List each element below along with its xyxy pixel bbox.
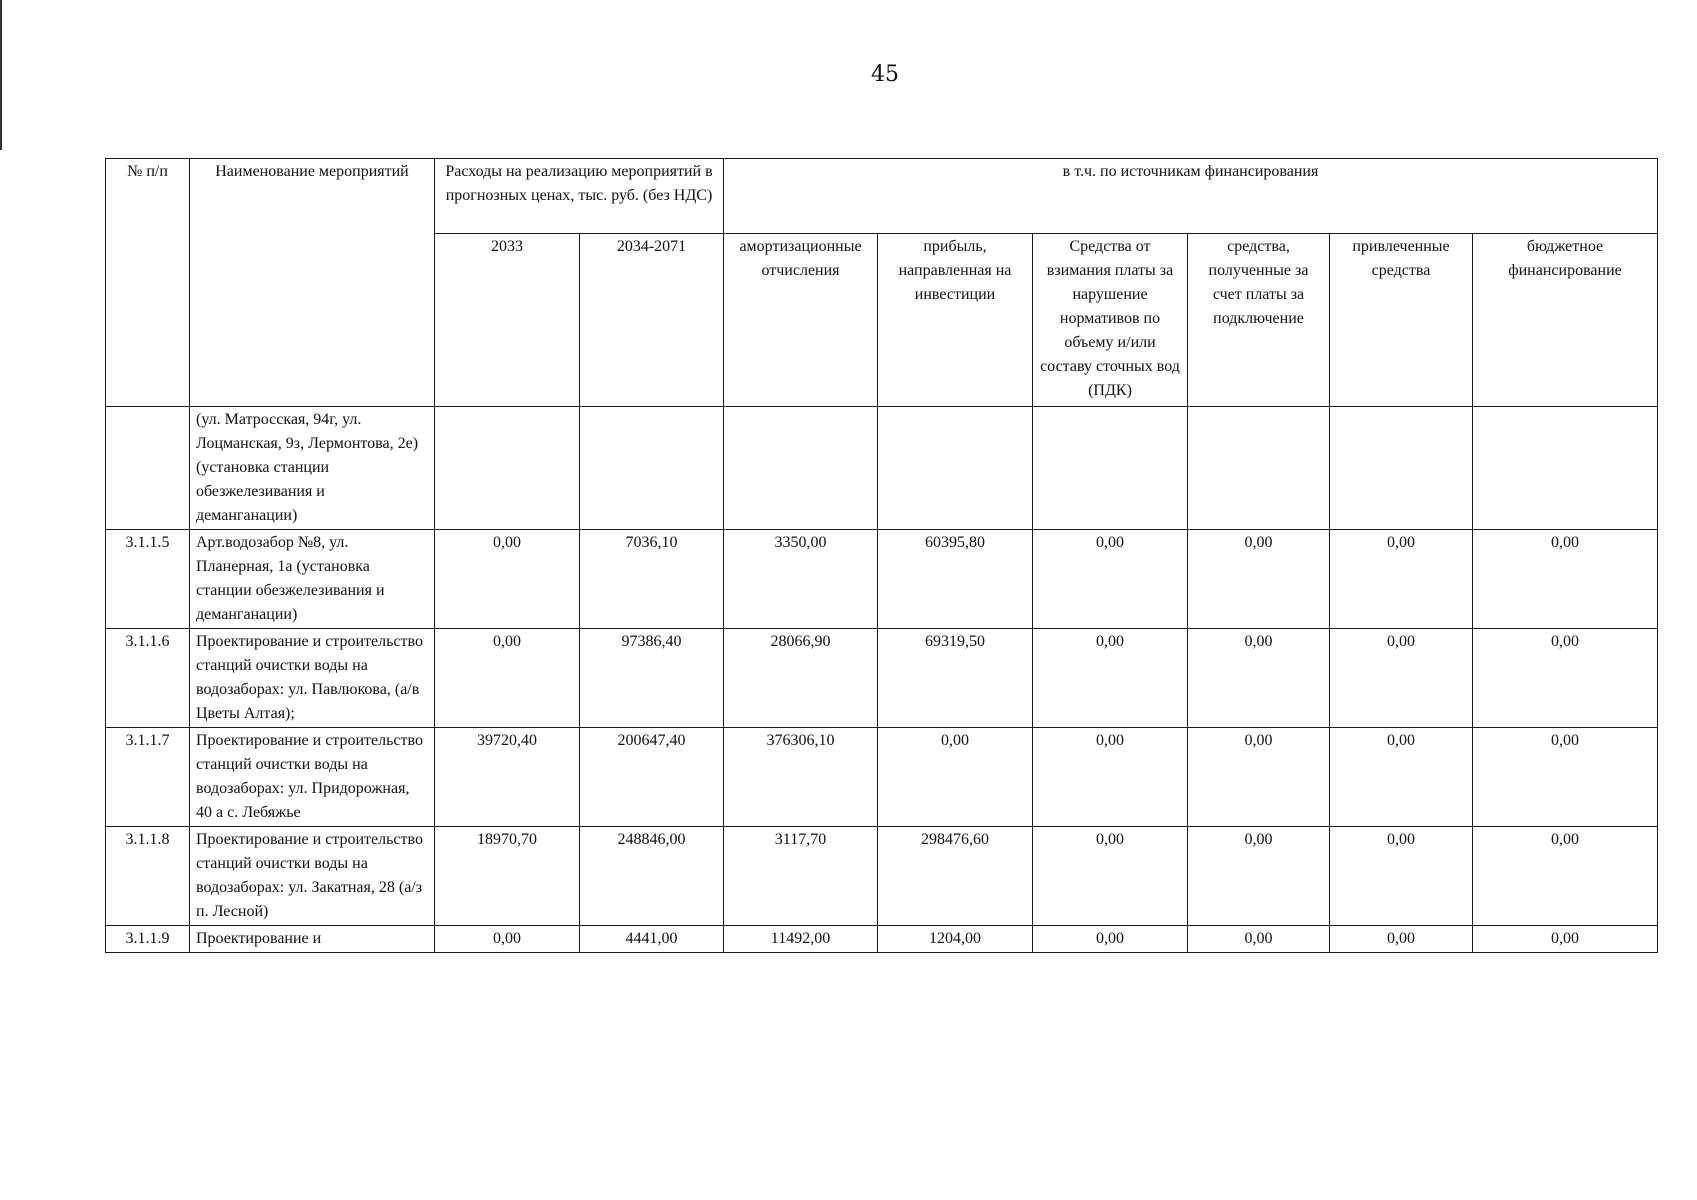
row-num: 3.1.1.9 — [106, 926, 190, 953]
cell-attracted: 0,00 — [1330, 728, 1473, 827]
cell-connection-fees: 0,00 — [1188, 827, 1330, 926]
cell-budget — [1473, 407, 1658, 530]
cell-connection-fees: 0,00 — [1188, 530, 1330, 629]
header-year-2034-2071: 2034-2071 — [580, 234, 724, 407]
row-name: Проектирование и — [190, 926, 435, 953]
cell-2033: 0,00 — [435, 530, 580, 629]
cell-connection-fees: 0,00 — [1188, 629, 1330, 728]
header-amortization: амортизационные отчисления — [724, 234, 878, 407]
cell-2033: 18970,70 — [435, 827, 580, 926]
cell-2033 — [435, 407, 580, 530]
cell-profit: 298476,60 — [878, 827, 1033, 926]
table-row — [106, 530, 1658, 629]
row-name: Арт.водозабор №8, ул. Планерная, 1а (установка станции обезжелезивания и деманганации) — [190, 530, 435, 629]
header-num: № п/п — [106, 159, 190, 407]
cell-attracted: 0,00 — [1330, 926, 1473, 953]
cell-budget: 0,00 — [1473, 926, 1658, 953]
cell-2034-2071: 97386,40 — [580, 629, 724, 728]
cell-profit: 0,00 — [878, 728, 1033, 827]
cell-pdk-fees: 0,00 — [1033, 530, 1188, 629]
row-num: 3.1.1.7 — [106, 728, 190, 827]
row-name: (ул. Матросская, 94г, ул. Лоцманская, 9з, Лермонтова, 2е) (установка станции обезжелезивания и деманганации) — [190, 407, 435, 530]
cell-attracted: 0,00 — [1330, 827, 1473, 926]
row-num: 3.1.1.8 — [106, 827, 190, 926]
table-row — [106, 728, 1658, 827]
cell-connection-fees: 0,00 — [1188, 728, 1330, 827]
header-name: Наименование мероприятий — [190, 159, 435, 407]
row-num: 3.1.1.6 — [106, 629, 190, 728]
header-attracted: привлеченные средства — [1330, 234, 1473, 407]
header-year-2033: 2033 — [435, 234, 580, 407]
header-sources: в т.ч. по источникам финансирования — [724, 159, 1658, 234]
cell-pdk-fees: 0,00 — [1033, 629, 1188, 728]
cell-attracted: 0,00 — [1330, 530, 1473, 629]
cell-budget: 0,00 — [1473, 629, 1658, 728]
row-num — [106, 407, 190, 530]
cell-amortization: 28066,90 — [724, 629, 878, 728]
cell-budget: 0,00 — [1473, 728, 1658, 827]
row-name: Проектирование и строительство станций очистки воды на водозаборах: ул. Закатная, 28 (а/з п. Лесной) — [190, 827, 435, 926]
table-row — [106, 827, 1658, 926]
row-name: Проектирование и строительство станций очистки воды на водозаборах: ул. Павлюкова, (а/в Цветы Алтая); — [190, 629, 435, 728]
header-costs: Расходы на реализацию мероприятий в прогнозных ценах, тыс. руб. (без НДС) — [435, 159, 724, 234]
cell-amortization: 3117,70 — [724, 827, 878, 926]
header-budget: бюджетное финансирование — [1473, 234, 1658, 407]
cell-amortization: 376306,10 — [724, 728, 878, 827]
cell-profit: 69319,50 — [878, 629, 1033, 728]
table-row — [106, 926, 1658, 953]
cell-2034-2071: 200647,40 — [580, 728, 724, 827]
cell-profit: 1204,00 — [878, 926, 1033, 953]
row-num: 3.1.1.5 — [106, 530, 190, 629]
cell-connection-fees: 0,00 — [1188, 926, 1330, 953]
cell-amortization: 3350,00 — [724, 530, 878, 629]
cell-connection-fees — [1188, 407, 1330, 530]
cell-budget: 0,00 — [1473, 827, 1658, 926]
cell-2034-2071 — [580, 407, 724, 530]
cell-attracted: 0,00 — [1330, 629, 1473, 728]
header-connection-fees: средства, полученные за счет платы за подключение — [1188, 234, 1330, 407]
cell-2033: 0,00 — [435, 629, 580, 728]
financing-table — [105, 158, 1658, 953]
cell-attracted — [1330, 407, 1473, 530]
header-pdk-fees: Средства от взимания платы за нарушение нормативов по объему и/или составу сточных вод (ПДК) — [1033, 234, 1188, 407]
cell-2034-2071: 4441,00 — [580, 926, 724, 953]
row-name: Проектирование и строительство станций очистки воды на водозаборах: ул. Придорожная, 40 а с. Лебяжье — [190, 728, 435, 827]
cell-pdk-fees — [1033, 407, 1188, 530]
table-row — [106, 629, 1658, 728]
cell-amortization — [724, 407, 878, 530]
cell-profit: 60395,80 — [878, 530, 1033, 629]
cell-2034-2071: 7036,10 — [580, 530, 724, 629]
cell-2033: 0,00 — [435, 926, 580, 953]
page-number: 45 — [871, 62, 899, 87]
cell-pdk-fees: 0,00 — [1033, 728, 1188, 827]
cell-pdk-fees: 0,00 — [1033, 926, 1188, 953]
cell-budget: 0,00 — [1473, 530, 1658, 629]
cell-pdk-fees: 0,00 — [1033, 827, 1188, 926]
table-row — [106, 407, 1658, 530]
cell-2033: 39720,40 — [435, 728, 580, 827]
cell-profit — [878, 407, 1033, 530]
cell-2034-2071: 248846,00 — [580, 827, 724, 926]
cell-amortization: 11492,00 — [724, 926, 878, 953]
header-profit: прибыль, направленная на инвестиции — [878, 234, 1033, 407]
